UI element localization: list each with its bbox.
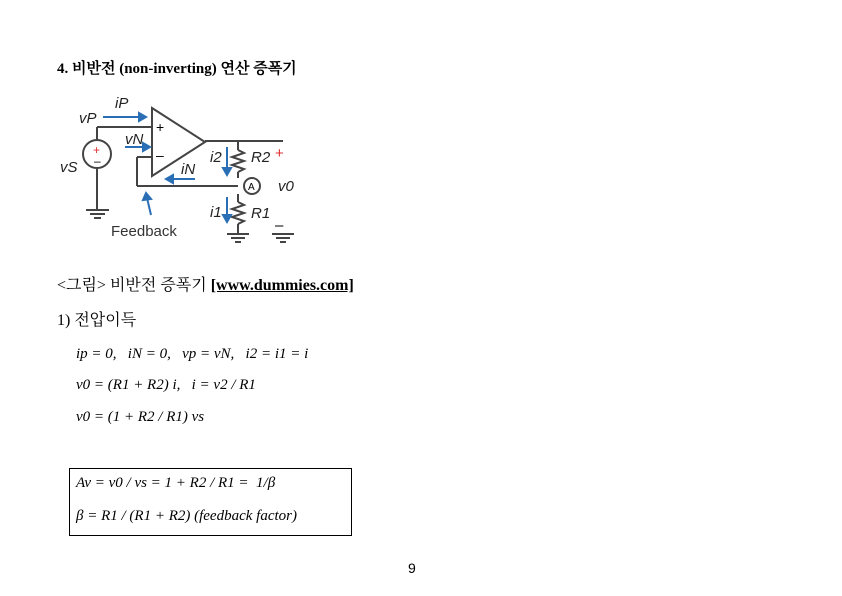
- caption-source: [www.dummies.com]: [210, 277, 354, 294]
- noninverting-amplifier-diagram: [55, 90, 305, 250]
- output-minus: –: [275, 217, 284, 234]
- label-i2: i2: [210, 149, 222, 166]
- label-vn: vN: [125, 131, 144, 148]
- label-i1: i1: [210, 204, 222, 221]
- feedback-factor-equation: β = R1 / (R1 + R2) (feedback factor): [76, 508, 297, 524]
- result-box: [69, 468, 352, 536]
- opamp-plus-terminal: +: [156, 119, 165, 135]
- label-ip: iP: [115, 95, 129, 112]
- label-r2: R2: [251, 149, 271, 166]
- equation-line-3: v0 = (1 + R2 / R1) vs: [76, 409, 205, 425]
- opamp-minus-terminal: –: [156, 147, 164, 163]
- page-number: 9: [408, 560, 416, 576]
- equation-line-1: ip = 0, iN = 0, vp = vN, i2 = i1 = i: [76, 346, 309, 362]
- equation-line-2: v0 = (R1 + R2) i, i = v2 / R1: [76, 377, 256, 393]
- source-minus: –: [94, 154, 101, 168]
- label-in: iN: [181, 161, 196, 178]
- gain-equation: Av = v0 / vs = 1 + R2 / R1 = 1/β: [76, 475, 276, 491]
- label-vs: vS: [60, 159, 78, 176]
- label-v0: v0: [278, 178, 294, 195]
- section-heading: 4. 비반전 (non-inverting) 연산 증폭기: [57, 61, 297, 77]
- figure-caption: [57, 276, 354, 296]
- source-plus: +: [93, 143, 101, 157]
- caption-text: <그림> 비반전 증폭기: [57, 277, 211, 294]
- subsection-title: 1) 전압이득: [57, 312, 137, 329]
- output-plus: +: [275, 145, 284, 162]
- ammeter-label: A: [248, 182, 255, 193]
- label-vp: vP: [79, 110, 97, 127]
- feedback-label: Feedback: [111, 223, 177, 240]
- label-r1: R1: [251, 205, 271, 222]
